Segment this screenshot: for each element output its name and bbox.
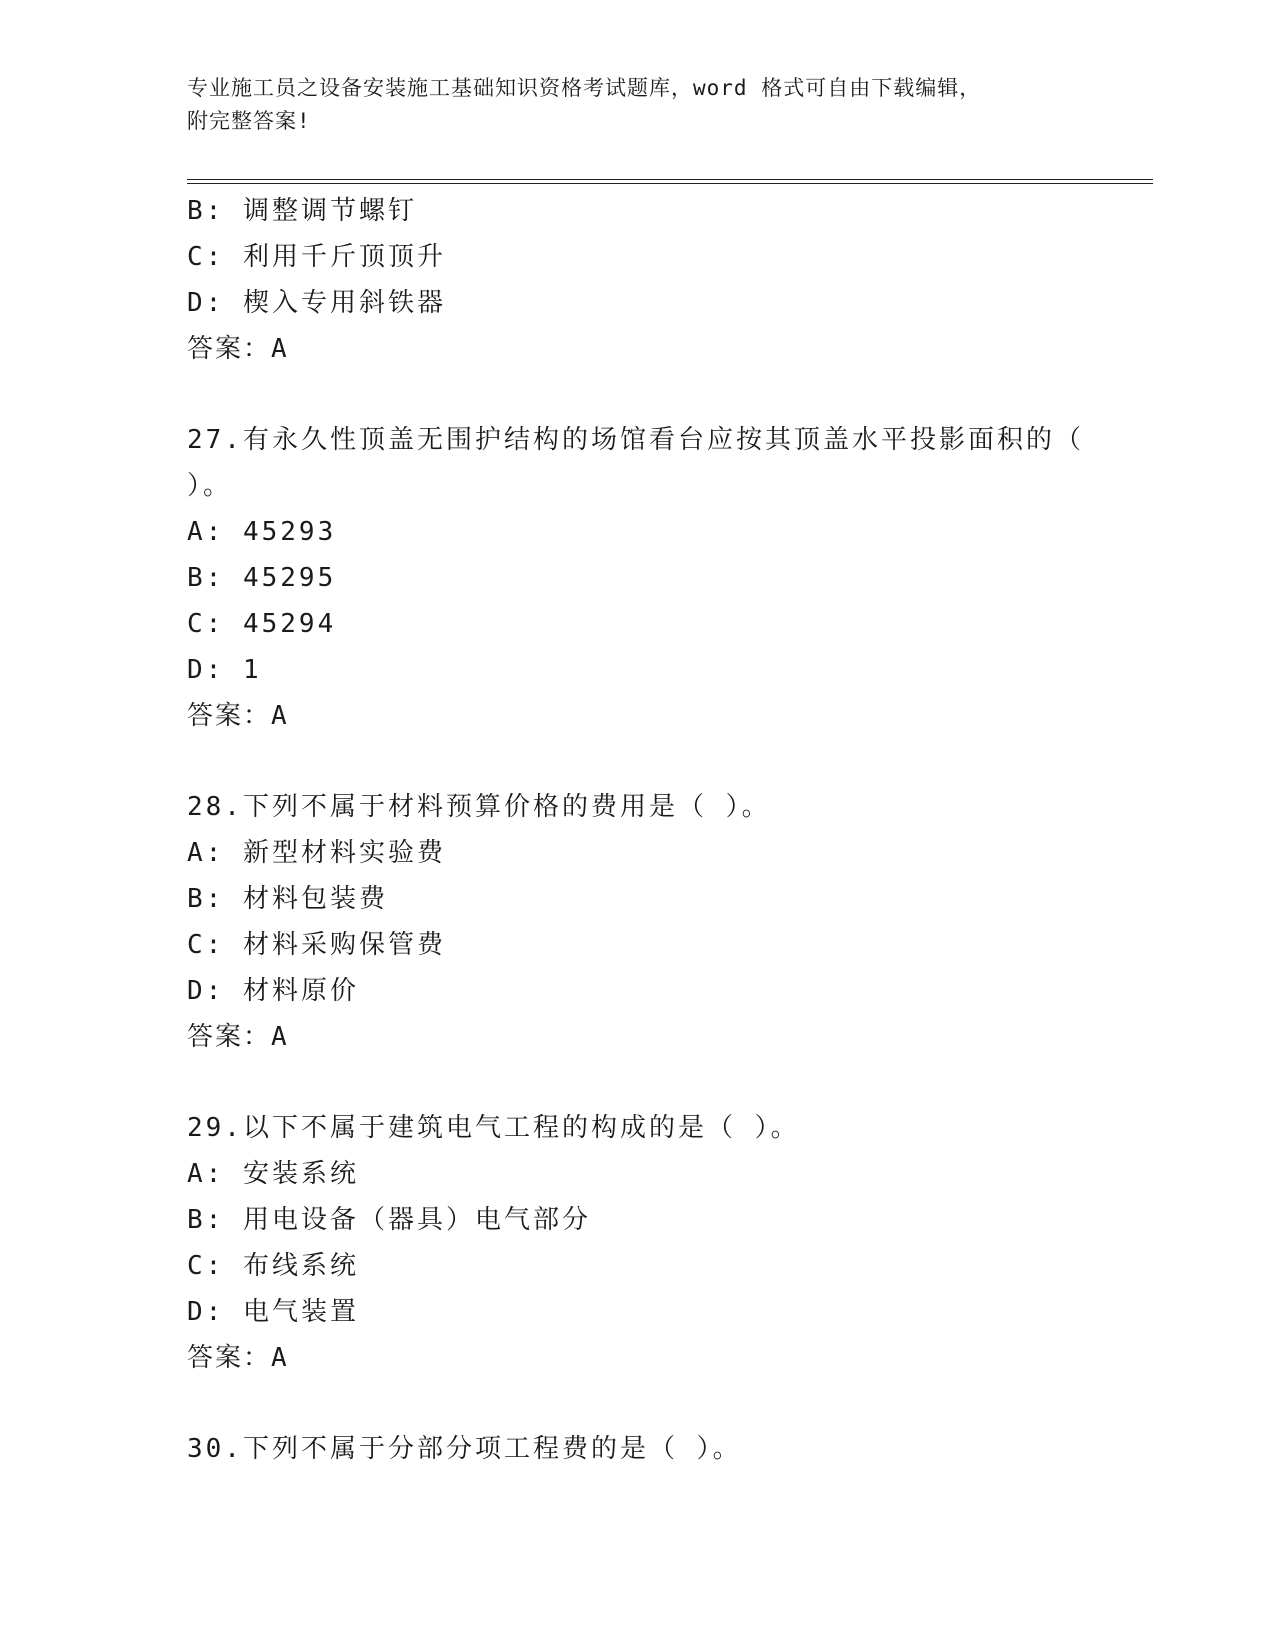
question-text-line-2: ）。: [187, 471, 233, 501]
option-a: A: 45293: [187, 517, 337, 547]
question-text-line-1: 27.有永久性顶盖无围护结构的场馆看台应按其顶盖水平投影面积的（: [187, 425, 1084, 455]
answer-line: 答案：A: [187, 1022, 289, 1052]
question-29: [187, 1105, 1087, 1381]
option-c: C: 材料采购保管费: [187, 930, 446, 960]
option-c: C: 45294: [187, 609, 337, 639]
answer-line: 答案：A: [187, 701, 289, 731]
option-b: B: 调整调节螺钉: [187, 196, 417, 226]
option-d: D: 楔入专用斜铁器: [187, 288, 446, 318]
answer-line: 答案：A: [187, 334, 289, 364]
question-text: 28.下列不属于材料预算价格的费用是（ ）。: [187, 792, 771, 822]
option-d: D: 材料原价: [187, 976, 359, 1006]
option-b: B: 用电设备（器具）电气部分: [187, 1205, 591, 1235]
option-b: B: 45295: [187, 563, 337, 593]
question-list: [187, 188, 1087, 1472]
question-28: [187, 784, 1087, 1060]
answer-line: 答案：A: [187, 1343, 289, 1373]
option-d: D: 电气装置: [187, 1297, 359, 1327]
question-text: 30.下列不属于分部分项工程费的是（ ）。: [187, 1434, 742, 1464]
option-a: A: 新型材料实验费: [187, 838, 446, 868]
option-a: A: 安装系统: [187, 1159, 359, 1189]
question-26-tail: [187, 188, 1087, 372]
question-text: 29.以下不属于建筑电气工程的构成的是（ ）。: [187, 1113, 800, 1143]
option-b: B: 材料包装费: [187, 884, 388, 914]
document-header: [187, 72, 1087, 138]
question-27: [187, 417, 1087, 739]
header-divider-thick: [187, 179, 1153, 180]
header-line-1: 专业施工员之设备安装施工基础知识资格考试题库，word 格式可自由下载编辑，: [187, 76, 982, 100]
question-30: [187, 1426, 1087, 1472]
header-divider-thin: [187, 183, 1153, 184]
option-c: C: 利用千斤顶顶升: [187, 242, 446, 272]
option-d: D: 1: [187, 655, 262, 685]
header-line-2: 附完整答案!: [187, 109, 311, 133]
option-c: C: 布线系统: [187, 1251, 359, 1281]
